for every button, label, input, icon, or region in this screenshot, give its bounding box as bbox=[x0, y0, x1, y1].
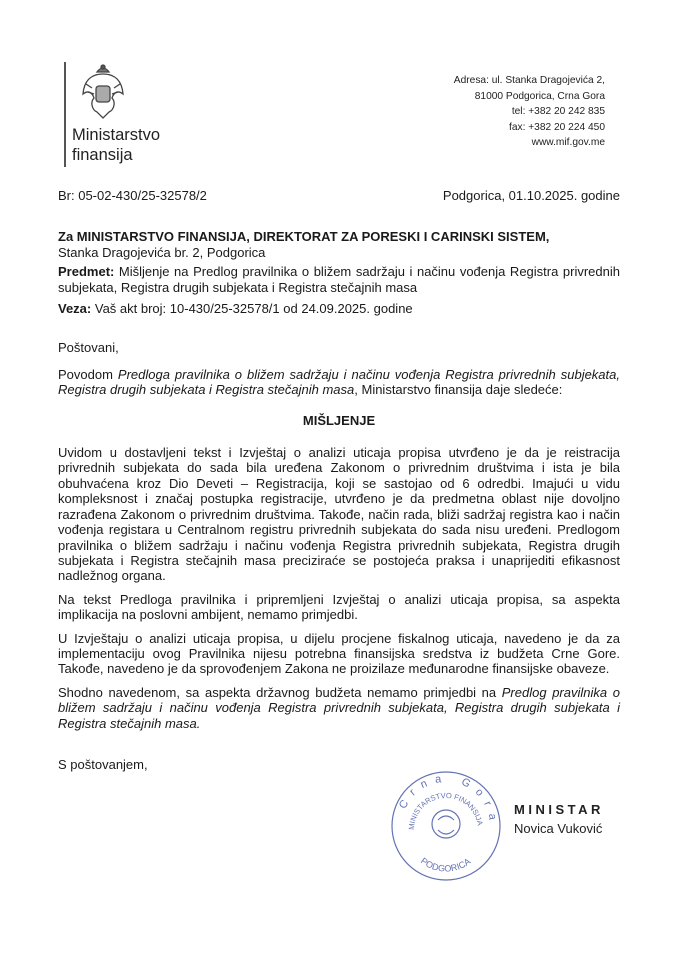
document-date: Podgorica, 01.10.2025. godine bbox=[442, 188, 620, 203]
signature-block bbox=[58, 772, 620, 897]
official-stamp bbox=[388, 768, 504, 884]
intro-text: Povodom bbox=[58, 366, 113, 382]
link-label: Veza: bbox=[58, 301, 92, 317]
heading: MIŠLJENJE bbox=[302, 412, 376, 428]
intro-paragraph bbox=[58, 367, 620, 398]
ministry-name-line1: Ministarstvo bbox=[72, 126, 161, 144]
contact-address bbox=[454, 73, 605, 151]
stamp-inner-text: MINISTARSTVO FINANSIJA bbox=[406, 791, 485, 831]
closing: S poštovanjem, bbox=[58, 756, 148, 772]
signatory-title: MINISTAR bbox=[514, 802, 604, 818]
reference-link bbox=[58, 301, 620, 316]
recipient-address: Stanka Dragojevića br. 2, Podgorica bbox=[58, 244, 266, 260]
letter-body bbox=[58, 188, 620, 897]
conclusion-text: Shodno navedenom, sa aspekta državnog budžeta nemamo primjedbi na bbox=[58, 684, 497, 700]
link-text: Vaš akt broj: 10-430/25-32578/1 od 24.09.2025. godine bbox=[94, 301, 413, 317]
stamp-bottom-text: PODGORICA bbox=[418, 856, 473, 875]
reference-number: Br: 05-02-430/25-32578/2 bbox=[58, 188, 207, 203]
subject-label: Predmet: bbox=[58, 264, 115, 280]
letterhead-divider bbox=[64, 62, 66, 167]
address-line: Adresa: ul. Stanka Dragojevića 2, bbox=[453, 75, 605, 86]
body-paragraph: Uvidom u dostavljeni tekst i Izvještaj o analizi uticaja propisa utvrđeno je da je reistracija privrednih subjekata do sada bila uređena Zakonom o privrednim društvima i ista je bila obuhvaćena kroz Dio Deveti – Registracija, koji se sastojao od 6 odredbi. Imajući u vidu kompleksnost i značaj postupka registracije, utvrđeno je da predmetna oblast nije dovoljno razrađena Zakonom o privrednim društvima. Takođe, način rada, bliži sadržaj registra kao i način vođenja registara u Centralnom registru privrednih subjekata do sada nisu uređeni. Predlogom pravilnika o bližem sadržaju i načinu vođenja Registra privrednih subjekata, Registra drugih subjekata i Registra stečajnih masa preciziraće se postojeća praksa i unaprijediti efikasnost nadležnog organa. bbox=[58, 445, 620, 584]
intro-text-end: , Ministarstvo finansija daje sledeće: bbox=[354, 382, 563, 398]
coat-of-arms-icon bbox=[80, 62, 126, 122]
body-paragraph: Na tekst Predloga pravilnika i pripremljeni Izvještaj o analizi uticaja propisa, sa aspekta implikacija na poslovni ambijent, nemamo primjedbi. bbox=[58, 591, 620, 623]
ministry-name bbox=[72, 125, 160, 165]
signatory bbox=[514, 802, 604, 836]
fax: fax: +382 20 224 450 bbox=[508, 121, 605, 133]
stamp-outer-text: Crna Gora bbox=[396, 772, 500, 829]
address-line: 81000 Podgorica, Crna Gora bbox=[474, 90, 605, 102]
salutation: Poštovani, bbox=[58, 340, 119, 356]
body-paragraph: U Izvještaju o analizi uticaja propisa, u dijelu procjene fiskalnog uticaja, navedeno je da za implementaciju ovog Pravilnika nijesu potrebna finansijska sredstva iz budžeta Crne Gore. Takođe, navedeno je da sprovođenjem Zakona ne proizilaze međunarodne finansijske obaveze. bbox=[58, 630, 620, 677]
signatory-name: Novica Vuković bbox=[514, 820, 603, 836]
ministry-name-line2: finansija bbox=[72, 146, 133, 164]
recipient bbox=[58, 229, 620, 260]
svg-text:PODGORICA bbox=[419, 856, 472, 874]
subject bbox=[58, 264, 620, 295]
intro-italic: Predloga pravilnika o bližem sadržaju i načinu vođenja Registra privrednih subjekata, Registra drugih subjekata i Registra stečajnih masa bbox=[58, 366, 620, 398]
recipient-name: Za MINISTARSTVO FINANSIJA, DIREKTORAT ZA PORESKI I CARINSKI SISTEM, bbox=[58, 229, 550, 245]
conclusion-italic: Predlog pravilnika o bližem sadržaju i načinu vođenja Registra privrednih subjekata, Registra drugih subjekata i Registra stečajnih masa. bbox=[58, 684, 620, 731]
subject-text: Mišljenje na Predlog pravilnika o bližem sadržaju i načinu vođenja Registra privrednih subjekata, Registra drugih subjekata i Registra stečajnih masa bbox=[58, 264, 620, 295]
conclusion-paragraph bbox=[58, 685, 620, 731]
reference-row bbox=[58, 188, 620, 203]
phone: tel: +382 20 242 835 bbox=[511, 106, 605, 118]
website-link[interactable]: www.mif.gov.me bbox=[531, 137, 605, 149]
